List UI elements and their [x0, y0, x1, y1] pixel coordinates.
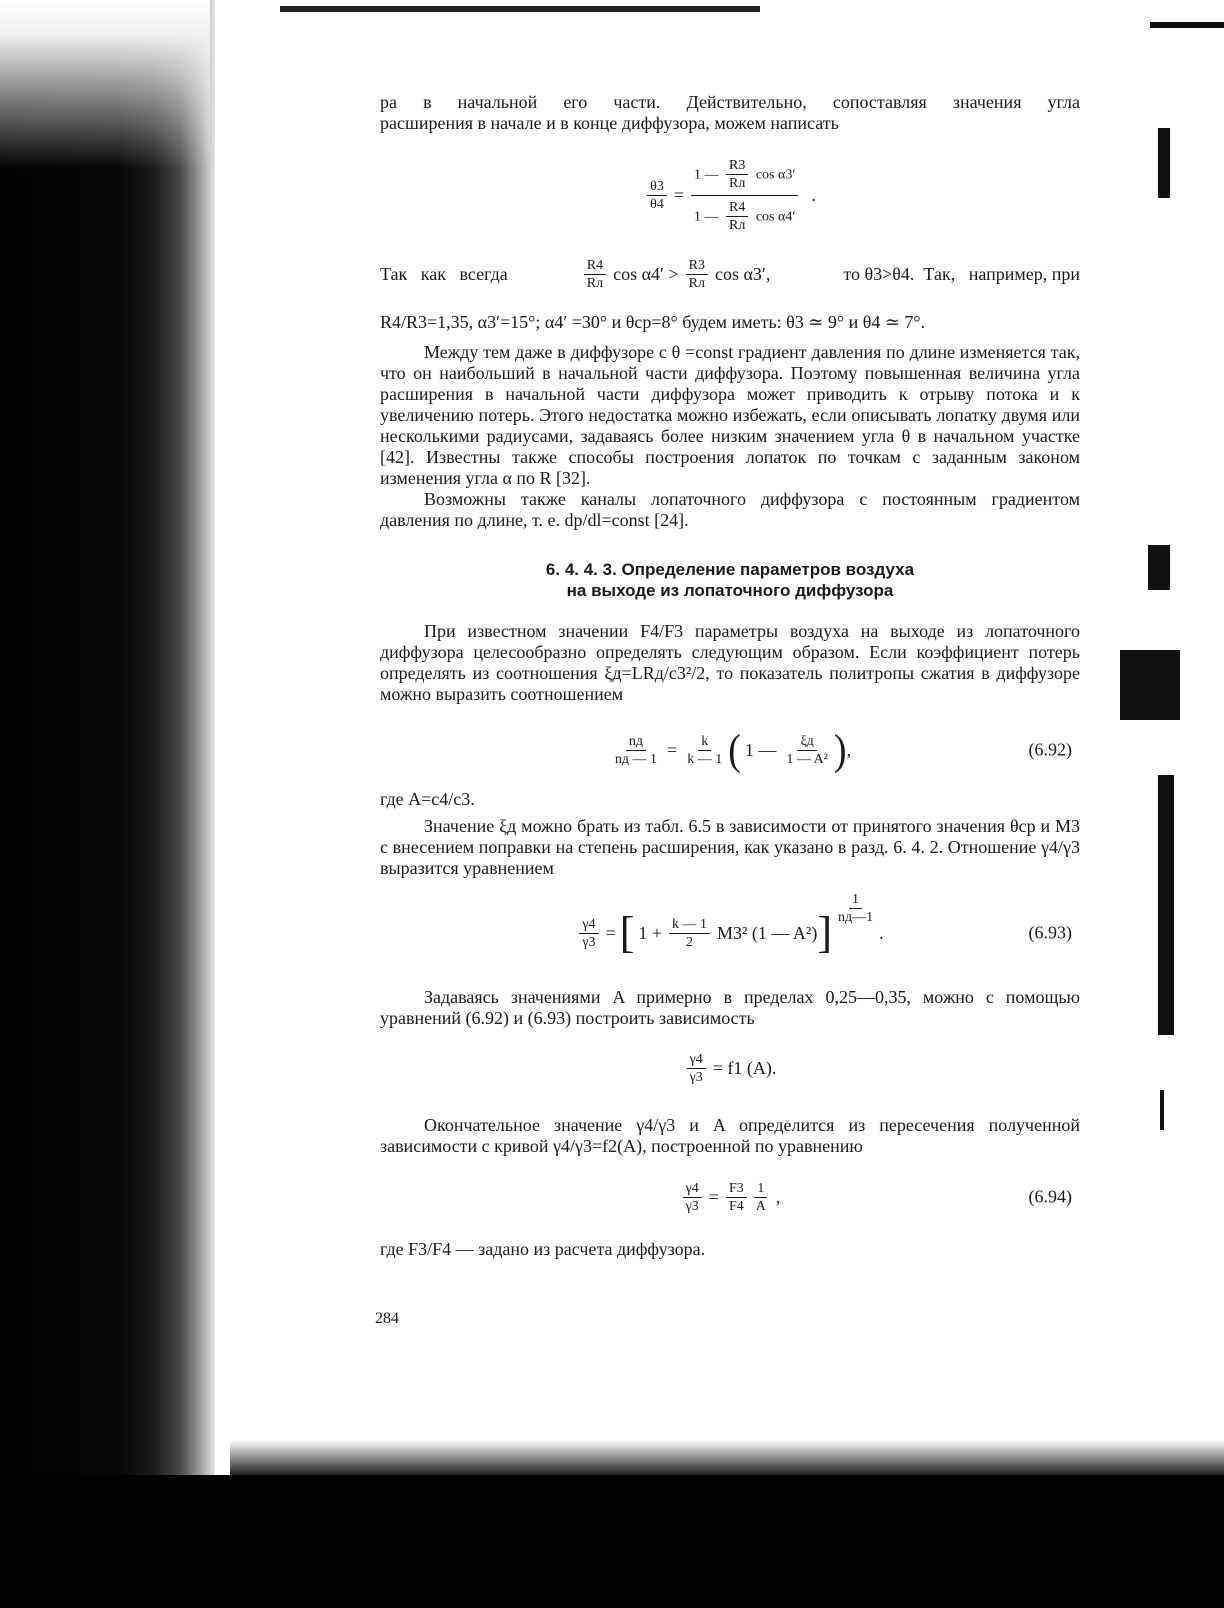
section-heading-line-1: 6. 4. 4. 3. Определение параметров воздуха — [545, 560, 915, 579]
section-heading-line-2: на выходе из лопаточного диффузора — [566, 581, 894, 600]
scan-right-mark — [1158, 775, 1174, 1035]
paragraph-intro — [380, 92, 1080, 113]
paragraph-loss-coefficient: Значение ξд можно брать из табл. 6.5 в зависимости от принятого значения θср и M3 с внесением поправки на степень расширения, как указано в разд. 6. 4. 2. Отношение γ4/γ3 выразится уравнением — [380, 816, 1080, 878]
scan-right-mark — [1158, 128, 1170, 198]
formula-6-92: $\frac{nд}{nд — 1}$ = $\frac{k}{k — 1}$ ( 1 — $\frac{\xi д}{\text{1 — A²}}$ ) , (6.92) — [614, 725, 1072, 775]
scan-right-mark — [1160, 1090, 1164, 1130]
paragraph-channels: Возможны также каналы лопаточного диффузора с постоянным градиентом давления по длине, т. е. dp/dl=const [24]. — [380, 489, 1080, 530]
formula-6-94: $\frac{\gamma 4}{\gamma 3}$ = $\frac{F3}{F4}$ $\frac{1}{A}$ , (6.94) — [380, 1167, 1080, 1227]
theta-ratio-lhs: $\frac{\theta 3}{\theta 4}$ — [647, 178, 667, 213]
formula-6-93: $\frac{\gamma 4}{\gamma 3}$ = [ 1 + $\frac{k — 1}{2}$ M3² (1 — A²) ] $\frac{1}{nд—1}$ . (6.93) — [380, 889, 1080, 977]
intro-line-2: расширения в начале и в конце диффузора, можем написать — [380, 113, 839, 133]
paragraph-where-f: где F3/F4 — задано из расчета диффузора. — [380, 1239, 706, 1259]
equation-number: (6.93) — [1028, 922, 1072, 943]
scan-bottom-shadow — [0, 1475, 1224, 1608]
equation-number: (6.94) — [1028, 1186, 1072, 1207]
paragraph-intro-end — [380, 113, 1080, 134]
paragraph-inequality: Так как всегда $\frac{R4}{Rл}$ cos α4′ > $\frac{R3}{Rл}$ cos α3′, то θ3>θ4. Так, например, при — [380, 257, 1080, 291]
page-content — [380, 92, 1080, 1260]
formula-theta-ratio: $\frac{\theta 3}{\theta 4}$ = 1 — $\frac{R3}{Rл}$ cos α3′ 1 — $\frac{R4}{Rл}$ cos α4′ . — [380, 144, 1080, 246]
section-heading — [380, 559, 1080, 601]
scan-top-edge — [280, 6, 760, 12]
scan-top-right-edge — [1150, 22, 1224, 28]
scan-bottom-fade — [230, 1440, 1224, 1480]
scan-left-top-fade — [0, 0, 210, 170]
paragraph-example-values: R4/R3=1,35, α3′=15°; α4′ =30° и θср=8° будем иметь: θ3 ≃ 9° и θ4 ≃ 7°. — [380, 312, 926, 332]
scan-right-mark — [1120, 650, 1180, 720]
equation-number: (6.92) — [1028, 739, 1072, 760]
scan-left-shadow — [0, 0, 215, 1608]
paragraph-gradient: Между тем даже в диффузоре с θ =const градиент давления по длине изменяется так, что он наибольший в начальной части диффузора. Поэтому повышенная величина угла расширения в начальной части диффузора может приводить к отрыву потока и к увеличению потерь. Этого недостатка можно избежать, если описывать лопатку двумя или несколькими радиусами, задаваясь более низким значением угла θ в начальном участке [42]. Известны также способы построения лопаток по точкам с заданным законом изменения угла α по R [32]. — [380, 342, 1080, 488]
theta-ratio-rhs: 1 — $\frac{R3}{Rл}$ cos α3′ 1 — $\frac{R4}{Rл}$ cos α4′ — [691, 157, 798, 234]
paragraph-range: Задаваясь значениями A примерно в пределах 0,25—0,35, можно с помощью уравнений (6.92) и (6.93) построить зависимость — [380, 987, 1080, 1028]
paragraph-final-value: Окончательное значение γ4/γ3 и A определится из пересечения полученной зависимости с кривой γ4/γ3=f2(A), построенной по уравнению — [380, 1115, 1080, 1156]
paragraph-parameters: При известном значении F4/F3 параметры воздуха на выходе из лопаточного диффузора целесообразно определять следующим образом. Если коэффициент потерь определять из соотношения ξд=LRд/c3²/2, то показатель политропы сжатия в диффузоре можно выразить соотношением — [380, 621, 1080, 704]
intro-line-1: ра в начальной его части. Действительно, сопоставляя значения угла — [380, 92, 1080, 112]
scan-right-mark — [1148, 545, 1170, 590]
formula-f1: $\frac{\gamma 4}{\gamma 3}$ = f1 (A). — [380, 1039, 1080, 1097]
page-number: 284 — [375, 1310, 399, 1327]
paragraph-where-a: где A=c4/c3. — [380, 789, 475, 809]
